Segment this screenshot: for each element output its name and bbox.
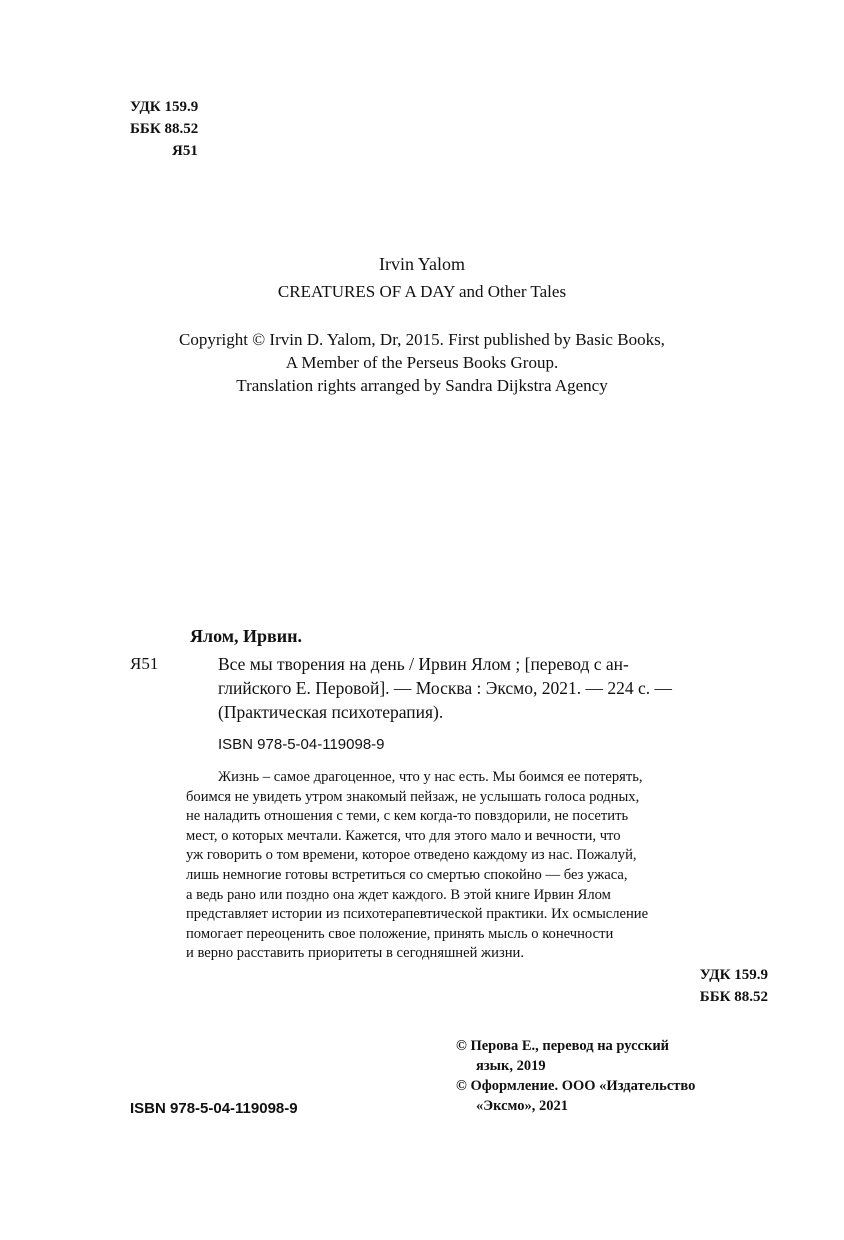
original-author: Irvin Yalom [378, 254, 465, 274]
catalog-author-heading: Ялом, Ирвин. [190, 626, 302, 646]
annotation-line: и верно расставить приоритеты в сегодняшней жизни. [186, 945, 524, 962]
copyright-line: Translation rights arranged by Sandra Dijkstra Agency [236, 376, 608, 395]
description-line: Все мы творения на день / Ирвин Ялом ; [перевод с ан- [218, 654, 629, 674]
annotation-line: мест, о которых мечтали. Кажется, что для этого мало и вечности, что [186, 827, 621, 844]
copyright-notice [0, 328, 844, 397]
annotation-line: а ведь рано или поздно она ждет каждого. В этой книге Ирвин Ялом [186, 886, 611, 903]
classification-block [130, 96, 198, 162]
annotation-line: уж говорить о том времени, которое отведено каждому из нас. Пожалуй, [186, 847, 637, 864]
description-line: глийского Е. Перовой]. — Москва : Эксмо, 2021. — 224 с. — [218, 678, 673, 698]
copyright-line: A Member of the Perseus Books Group. [285, 353, 559, 372]
bbk-code-bottom: ББК 88.52 [699, 989, 768, 1005]
copyright-translation-cont: язык, 2019 [476, 1058, 546, 1074]
annotation-line: боимся не увидеть утром знакомый пейзаж, не услышать голоса родных, [186, 788, 640, 805]
original-title: CREATURES OF A DAY and Other Tales [277, 282, 567, 301]
annotation-line: представляет истории из психотерапевтической практики. Их осмысление [186, 906, 649, 923]
description-line: (Практическая психотерапия). [218, 702, 444, 722]
isbn-bottom: ISBN 978-5-04-119098-9 [130, 1100, 298, 1117]
classification-bottom [600, 964, 768, 1008]
bbk-code: ББК 88.52 [130, 121, 199, 137]
author-sign: Я51 [172, 143, 198, 159]
annotation-line: Жизнь – самое драгоценное, что у нас есть. Мы боимся ее потерять, [218, 769, 643, 785]
annotation-line: не наладить отношения с теми, с кем когда-то повздорили, не посетить [186, 808, 629, 825]
annotation-line: помогает переоценить свое положение, принять мысль о конечности [186, 925, 614, 942]
catalog-isbn: ISBN 978-5-04-119098-9 [218, 736, 385, 753]
copyright-design-cont: «Эксмо», 2021 [476, 1098, 568, 1114]
udk-code-bottom: УДК 159.9 [699, 967, 768, 983]
annotation [186, 768, 768, 964]
catalog-description [218, 652, 770, 724]
annotation-line: лишь немногие готовы встретиться со смертью спокойно — без ужаса, [186, 866, 628, 883]
copyright-line: Copyright © Irvin D. Yalom, Dr, 2015. First published by Basic Books, [179, 330, 665, 349]
russian-copyrights [456, 1036, 776, 1116]
udk-code: УДК 159.9 [130, 99, 199, 115]
catalog-author-sign: Я51 [130, 654, 159, 673]
copyright-design: © Оформление. ООО «Издательство [456, 1078, 696, 1094]
copyright-translation: © Перова Е., перевод на русский [456, 1038, 670, 1054]
